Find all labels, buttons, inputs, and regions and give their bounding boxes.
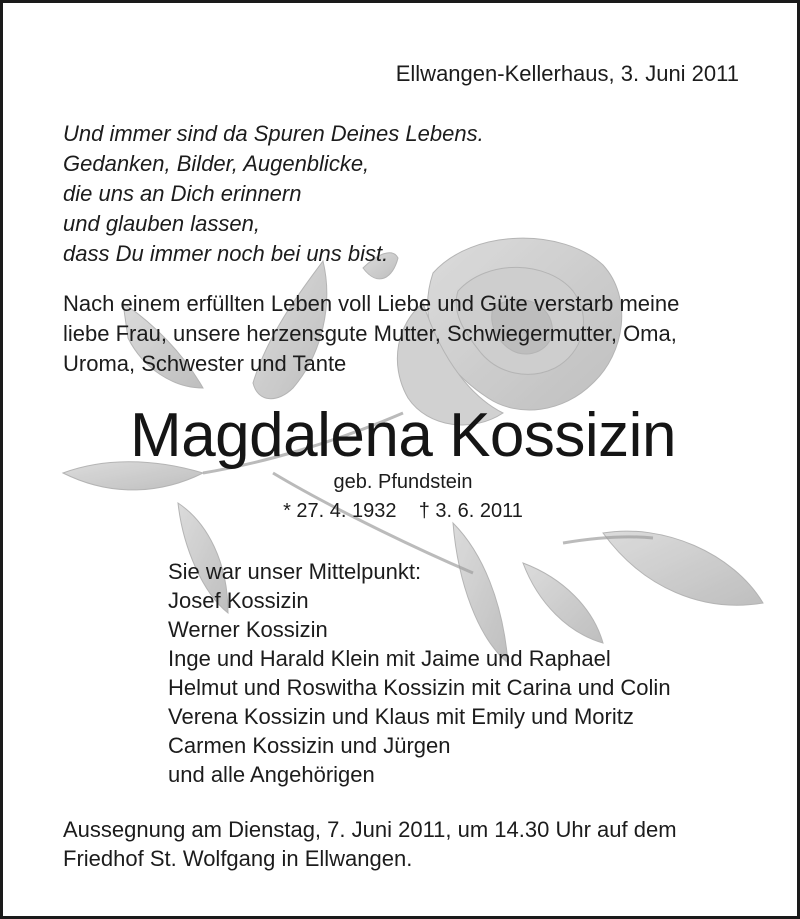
service-line: Friedhof St. Wolfgang in Ellwangen. — [63, 846, 413, 871]
announcement-line: Nach einem erfüllten Leben voll Liebe und Güte verstarb meine — [63, 291, 680, 316]
funeral-service-info — [63, 815, 677, 873]
place-date: Ellwangen-Kellerhaus, 3. Juni 2011 — [395, 61, 739, 86]
poem-line: dass Du immer noch bei uns bist. — [63, 241, 389, 266]
service-line: Aussegnung am Dienstag, 7. Juni 2011, um 14.30 Uhr auf dem — [63, 817, 677, 842]
poem-line: und glauben lassen, — [63, 211, 260, 236]
mourner-entry: Verena Kossizin und Klaus mit Emily und Moritz — [168, 704, 634, 729]
announcement-line: liebe Frau, unsere herzensgute Mutter, Schwiegermutter, Oma, — [63, 321, 677, 346]
mourners-heading: Sie war unser Mittelpunkt: — [168, 559, 422, 584]
poem-line: die uns an Dich erinnern — [63, 181, 302, 206]
announcement-text — [63, 289, 763, 379]
announcement-line: Uroma, Schwester und Tante — [63, 351, 347, 376]
poem — [63, 119, 484, 269]
mourner-entry: Werner Kossizin — [168, 617, 328, 642]
mourner-entry: und alle Angehörigen — [168, 762, 375, 787]
mourner-entry: Inge und Harald Klein mit Jaime und Raphael — [168, 646, 611, 671]
mourner-entry: Carmen Kossizin und Jürgen — [168, 733, 451, 758]
deceased-name: Magdalena Kossizin — [130, 401, 676, 470]
birth-name: geb. Pfundstein — [333, 471, 473, 493]
poem-line: Und immer sind da Spuren Deines Lebens. — [63, 121, 484, 146]
poem-line: Gedanken, Bilder, Augenblicke, — [63, 151, 370, 176]
mourner-entry: Helmut und Roswitha Kossizin mit Carina und Colin — [168, 675, 671, 700]
life-dates: * 27. 4. 1932 † 3. 6. 2011 — [283, 500, 523, 522]
mourner-entry: Josef Kossizin — [168, 588, 309, 613]
mourners-list — [168, 557, 671, 789]
